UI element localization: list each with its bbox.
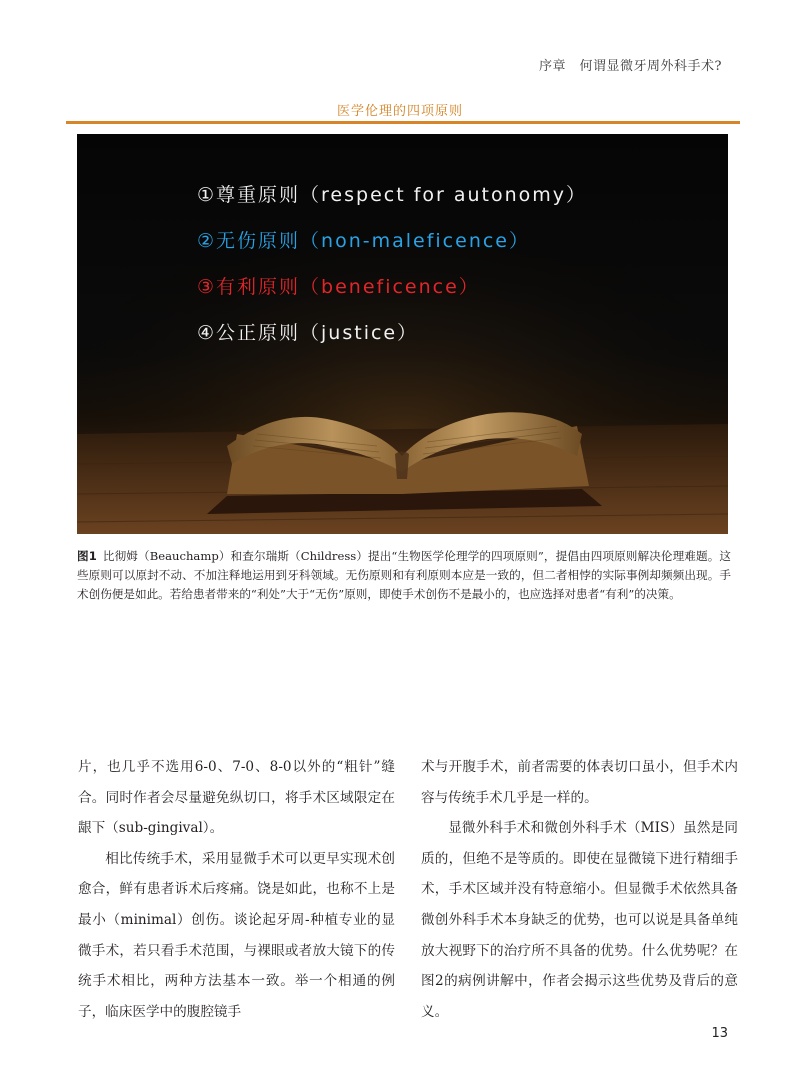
title-rule [66, 121, 740, 124]
paragraph: 片，也几乎不选用6-0、7-0、8-0以外的“粗针”缝合。同时作者会尽量避免纵切口，将手术区域限定在龈下（sub-gingival）。 [78, 759, 395, 837]
body-column-right [421, 752, 738, 1027]
principle-beneficence: ③有利原则（beneficence） [197, 276, 480, 298]
figure-title: 医学伦理的四项原则 [336, 104, 463, 119]
page-number: 13 [711, 1026, 728, 1041]
paragraph: 显微外科手术和微创外科手术（MIS）虽然是同质的，但绝不是等质的。即使在显微镜下进行精细手术，手术区域并没有特意缩小。但显微手术依然具备微创外科手术本身缺乏的优势，也可以说是具备单纯放大视野下的治疗所不具备的优势。什么优势呢？在图2的病例讲解中，作者会揭示这些优势及背后的意义。 [421, 820, 738, 1020]
principle-respect-autonomy: ①尊重原则（respect for autonomy） [197, 184, 588, 206]
principle-justice: ④公正原则（justice） [197, 322, 419, 344]
caption-label: 图1 [77, 549, 97, 563]
body-column-left [78, 752, 395, 1027]
paragraph: 术与开腹手术，前者需要的体表切口虽小，但手术内容与传统手术几乎是一样的。 [421, 759, 738, 806]
caption-text: 比彻姆（Beauchamp）和查尔瑞斯（Childress）提出“生物医学伦理学的四项原则”，提倡由四项原则解决伦理难题。这些原则可以原封不动、不加注释地运用到牙科领域。无伤原则和有利原则本应是一致的，但二者相悖的实际事例却频频出现。手术创伤便是如此。若给患者带来的“利处”大于“无伤”原则，即使手术创伤不是最小的，也应选择对患者“有利”的决策。 [77, 549, 731, 601]
running-header: 序章 何谓显微牙周外科手术? [539, 59, 722, 74]
figure-image [77, 134, 728, 534]
principle-non-maleficence: ②无伤原则（non-maleficence） [197, 230, 530, 252]
figure-caption [77, 547, 731, 604]
paragraph: 相比传统手术，采用显微手术可以更早实现术创愈合，鲜有患者诉术后疼痛。饶是如此，也称不上是最小（minimal）创伤。谈论起牙周-种植专业的显微手术，若只看手术范围，与裸眼或者放大镜下的传统手术相比，两种方法基本一致。举一个相通的例子，临床医学中的腹腔镜手 [78, 850, 395, 1020]
principles-list [197, 180, 587, 364]
